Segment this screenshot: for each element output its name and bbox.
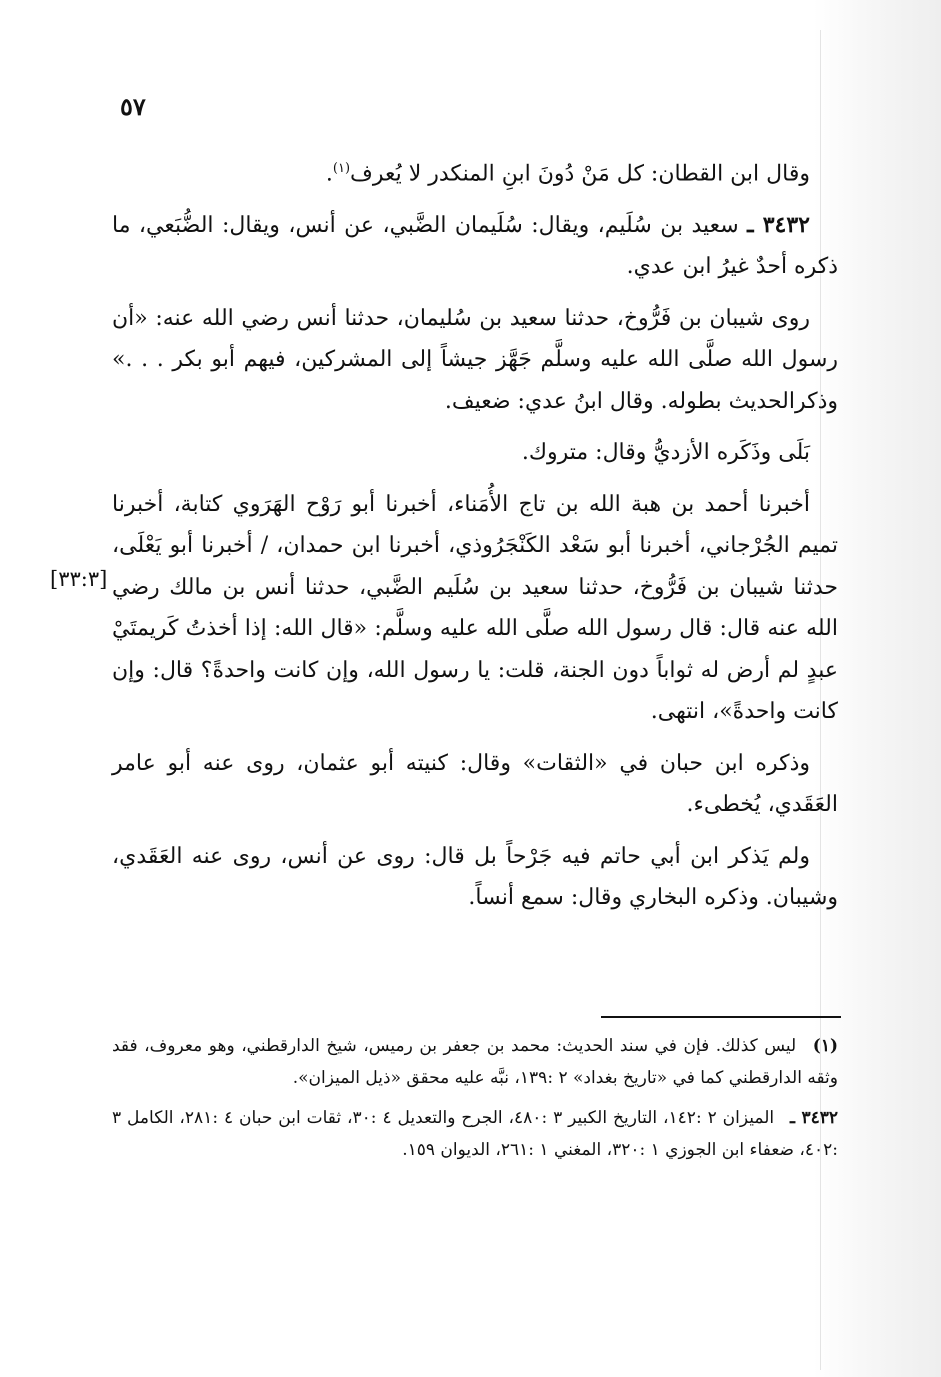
paragraph-entry-3432 — [112, 205, 838, 288]
paragraph-3: روى شيبان بن فَرُّوخ، حدثنا سعيد بن سُليمان، حدثنا أنس رضي الله عنه: «أن رسول الله صلَّى الله عليه وسلَّم جَهَّز جيشاً إلى المشركين، فيهم أبو بكر . . .» وذكرالحديث بطوله. وقال ابنُ عدي: ضعيف. — [112, 305, 838, 414]
footnote-sources-mark: ٣٤٣٢ ـ — [790, 1108, 838, 1128]
footnote-ref-1: (١) — [332, 161, 351, 176]
footnote-1-text: ليس كذلك. فإن في سند الحديث: محمد بن جعفر بن رميس، شيخ الدارقطني، وهو معروف، فقد وثقه الدارقطني كما في «تاريخ بغداد» ٢ :١٣٩، نبَّه عليه محقق «ذيل الميزان». — [112, 1036, 838, 1088]
margin-reference: [٣٣:٣] — [50, 567, 108, 591]
footnote-1 — [112, 1030, 838, 1094]
footnote-sources — [112, 1102, 838, 1166]
footnote-1-mark: (١) — [812, 1036, 838, 1056]
footnotes — [112, 1030, 838, 1174]
footnote-divider — [601, 1016, 841, 1018]
paragraph-1-end: . — [325, 161, 333, 187]
paragraph-7: ولم يَذكر ابن أبي حاتم فيه جَرْحاً بل قال: روى عن أنس، روى عنه العَقَدي، وشيبان. وذكره البخاري وقال: سمع أنساً. — [112, 843, 838, 911]
paragraph-5: أخبرنا أحمد بن هبة الله بن تاج الأُمَناء، أخبرنا أبو رَوْح الهَرَوي كتابة، أخبرنا تميم الجُرْجاني، أخبرنا أبو سَعْد الكَنْجَرُوذي، أخبرنا ابن حمدان، / أخبرنا أبو يَعْلَى، حدثنا شيبان بن فَرُّوخ، حدثنا سعيد بن سُلَيم الضَّبي، حدثنا أنس بن مالك رضي الله عنه قال: قال رسول الله صلَّى الله عليه وسلَّم: «قال الله: إذا أخذتُ كَريمتَيْ عبدٍ لم أرض له ثواباً دون الجنة، قلت: يا رسول الله، وإن كانت واحدةً؟ قال: وإن كانت واحدةً»، انتهى. — [112, 491, 838, 725]
entry-heading-text: سعيد بن سُلَيم، ويقال: سُلَيمان الضَّبي، عن أنس، ويقال: الضُّبَعي، ما ذكره أحدٌ غيرُ ابن عدي. — [112, 212, 838, 280]
paragraph-6: وذكره ابن حبان في «الثقات» وقال: كنيته أبو عثمان، روى عنه أبو عامر العَقَدي، يُخطىء. — [112, 750, 838, 818]
paragraph-1 — [112, 148, 838, 195]
paragraph-1-text: وقال ابن القطان: كل مَنْ دُونَ ابنِ المنكدر لا يُعرف — [350, 161, 810, 187]
page-number: ٥٧ — [120, 92, 146, 121]
paragraph-4: بَلَى وذَكَره الأزديُّ وقال: متروك. — [521, 440, 810, 466]
entry-number: ٣٤٣٢ ـ — [747, 211, 810, 238]
main-text — [112, 148, 838, 929]
footnote-sources-text: الميزان ٢ :١٤٢، التاريخ الكبير ٣ :٤٨٠، الجرح والتعديل ٤ :٣٠، ثقات ابن حبان ٤ :٢٨١، الكامل ٣ :٤٠٢، ضعفاء ابن الجوزي ١ :٣٢٠، المغني ١ :٢٦١، الديوان ١٥٩. — [112, 1108, 838, 1160]
